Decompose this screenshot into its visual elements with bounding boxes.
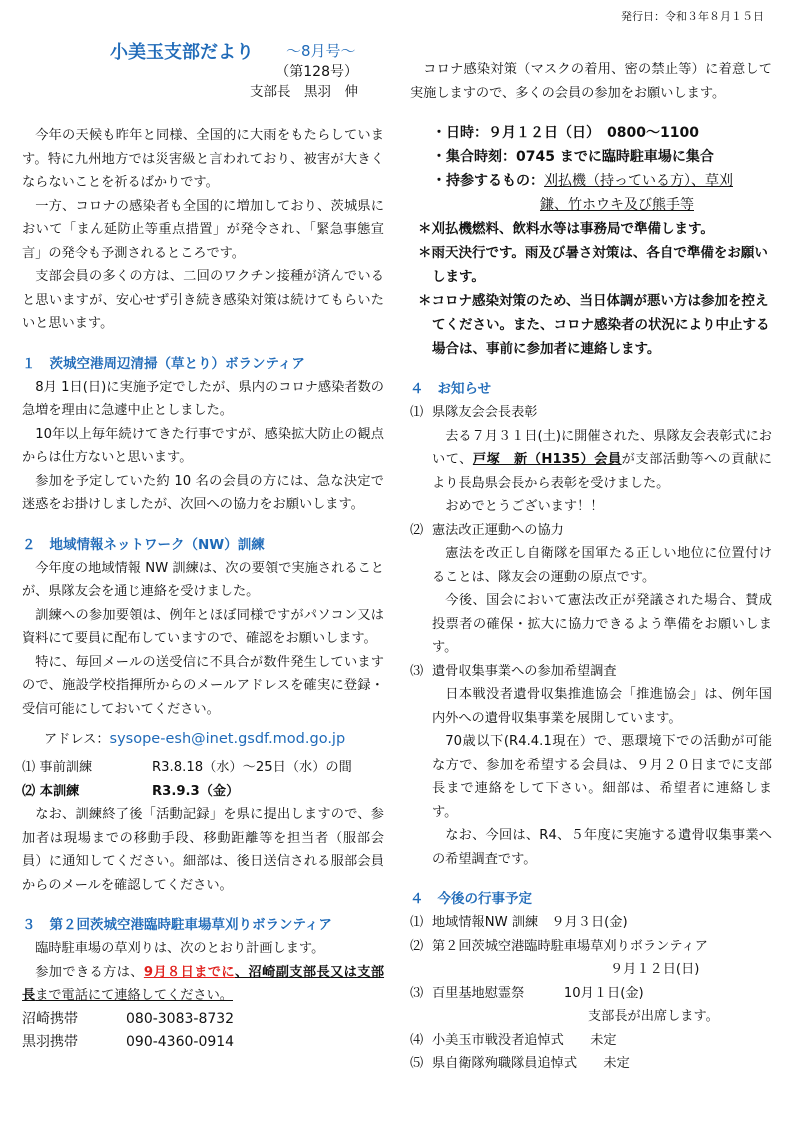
notice-item-title: ⑶ 遺骨収集事業への参加希望調査	[410, 663, 617, 679]
section-4-heading: ４ お知らせ	[410, 381, 492, 397]
section-3-paragraph: 臨時駐車場の草刈りは、次のとおり計画します。	[35, 941, 325, 956]
email-address-line: アドレス：sysope-esh@inet.gsdf.mod.go.jp	[44, 731, 346, 747]
event-list-item: ⑴ 地域情報NW 訓練 ９月３日(金)	[410, 915, 628, 930]
schedule-row: ⑵ 本訓練 R3.9.3（金）	[22, 783, 240, 799]
section-2-heading: ２ 地域情報ネットワーク（NW）訓練	[22, 536, 265, 553]
note-3: ＊コロナ感染対策のため、当日体調が悪い方は参加を控えてください。また、コロナ感染者の状況により中止する場合は、事前に参加者に連絡します。	[418, 293, 770, 357]
event-list-item: ⑶ 百里基地慰霊祭 10月１日(金)	[410, 985, 644, 1001]
deadline: 9月８日までに	[143, 964, 235, 980]
phone-row: 黒羽携帯 090-4360-0914	[22, 1031, 384, 1055]
event-list-item-sub: ９月１２日(日)	[610, 962, 700, 977]
section-2-closing: なお、訓練終了後「活動記録」を県に提出しますので、参加者は現場までの移動手段、移動距離等を担当者（服部会員）に通知してください。細部は、後日送信される服部会員からのメールを確認してください。	[22, 807, 384, 893]
email-address[interactable]: sysope-esh@inet.gsdf.mod.go.jp	[109, 731, 346, 747]
notice-paragraph: 憲法を改正し自衛隊を国軍たる正しい地位に位置付けることは、隊友会の運動の原点です。	[432, 546, 772, 585]
notice-paragraph: 70歳以下(R4.4.1現在）で、悪環境下での活動が可能な方で、参加を希望する会員は、９月２０日までに支部長まで連絡をして下さい。細部は、希望者に連絡します。	[432, 734, 772, 820]
schedule-row: ⑴ 事前訓練 R3.8.18（水）～25日（水）の間	[22, 760, 352, 775]
event-list-item: ⑷ 小美玉市戦没者追悼式 未定	[410, 1032, 617, 1048]
issue-number: （第128号）	[275, 64, 358, 80]
event-list-item: ⑵ 第２回茨城空港臨時駐車場草刈りボランティア	[410, 938, 708, 954]
event-bring: ・持参するもの：刈払機（持っている方）、草刈	[432, 173, 733, 189]
notice-item-title: ⑵ 憲法改正運動への協力	[410, 522, 564, 538]
phone-number[interactable]: 080-3083-8732	[126, 1010, 235, 1027]
note-1: ＊刈払機燃料、飲料水等は事務局で準備します。	[418, 221, 714, 237]
notice-paragraph: 日本戦没者遺骨収集推進協会「推進協会」は、例年国内外への遺骨収集事業を展開しています。	[432, 687, 772, 726]
note-2: ＊雨天決行です。雨及び暑さ対策は、各自で準備をお願いします。	[418, 245, 768, 285]
section-5-heading: ４ 今後の行事予定	[410, 891, 532, 907]
intro-paragraph-2: 一方、コロナの感染者も全国的に増加しており、茨城県において「まん延防止等重点措置」が発令され、「緊急事態宣言」の発令も予測されるところです。	[22, 198, 384, 261]
title-row	[22, 38, 384, 62]
section-2-paragraph: 訓練への参加要領は、例年とほぼ同様ですがパソコン又は資料にて要員に配布していますので、確認をお願いします。	[22, 607, 384, 646]
section-1-heading: １ 茨城空港周辺清掃（草とり）ボランティア	[22, 355, 305, 372]
notice-paragraph: なお、今回は、R4、５年度に実施する遺骨収集事業への希望調査です。	[432, 828, 772, 867]
author: 支部長 黒羽 伸	[250, 84, 358, 100]
event-date: ・日時：９月１２日（日） 0800～1100	[432, 125, 699, 141]
newsletter-subtitle: ～8月号～	[286, 42, 356, 60]
newsletter-title: 小美玉支部だより	[110, 42, 254, 63]
event-bring-cont: 鎌、竹ホウキ及び熊手等	[540, 197, 694, 213]
section-1-paragraph: 8月 1日(日)に実施予定でしたが、県内のコロナ感染者数の急増を理由に急遽中止としました。	[22, 379, 384, 418]
notice-item-title: ⑴ 県隊友会会長表彰	[410, 405, 538, 420]
event-meet-time: ・集合時刻：0745 までに臨時駐車場に集合	[432, 149, 714, 165]
intro-paragraph-1: 今年の天候も昨年と同様、全国的に大雨をもたらしています。特に九州地方では災害級と言われており、被害が大きくならないことを祈るばかりです。	[22, 128, 384, 190]
section-3-contact: 参加できる方は、9月８日までに、沼崎副支部長又は支部長まで電話にて連絡してください。	[22, 964, 385, 1003]
event-list-item: ⑸ 県自衛隊殉職隊員追悼式 未定	[410, 1056, 630, 1071]
right-column	[410, 58, 772, 1076]
notice-paragraph: 去る７月３１日(土)に開催された、県隊友会表彰式において、戸塚 新（H135）会員が支部活動等への貢献により長島県会長から表彰を受けました。	[432, 428, 772, 491]
notice-paragraph: おめでとうございます！！	[445, 499, 604, 514]
intro-paragraph-3: 支部会員の多くの方は、二回のワクチン接種が済んでいると思いますが、安心せず引き続き感染対策は続けてもらいたいと思います。	[22, 269, 384, 331]
phone-number[interactable]: 090-4360-0914	[126, 1034, 235, 1050]
section-2-paragraph: 今年度の地域情報 NW 訓練は、次の要領で実施されることが、県隊友会を通じ連絡を受けました。	[22, 560, 384, 599]
issue-date: 発行日：令和３年８月１５日	[621, 10, 764, 23]
notice-paragraph: 今後、国会において憲法改正が発議された場合、賛成投票者の確保・拡大に協力できるよう準備をお願いします。	[432, 593, 772, 655]
event-list-item-sub: 支部長が出席します。	[588, 1009, 719, 1024]
section-2-paragraph: 特に、毎回メールの送受信に不具合が数件発生していますので、施設学校指揮所からのメールアドレスを確実に登録・受信可能にしておいてください。	[22, 654, 384, 717]
section-3-heading: ３ 第２回茨城空港臨時駐車場草刈りボランティア	[22, 917, 332, 933]
left-column	[22, 38, 384, 1055]
section-1-paragraph: 参加を予定していた約 10 名の会員の方には、急な決定で迷惑をお掛けしましたが、次回への協力をお願いします。	[22, 473, 384, 512]
phone-row: 沼崎携帯 080-3083-8732	[22, 1008, 384, 1032]
covid-paragraph: コロナ感染対策（マスクの着用、密の禁止等）に着意して実施しますので、多くの会員の参加をお願いします。	[410, 62, 772, 101]
section-1-paragraph: 10年以上毎年続けてきた行事ですが、感染拡大防止の観点からは仕方ないと思います。	[22, 426, 384, 465]
